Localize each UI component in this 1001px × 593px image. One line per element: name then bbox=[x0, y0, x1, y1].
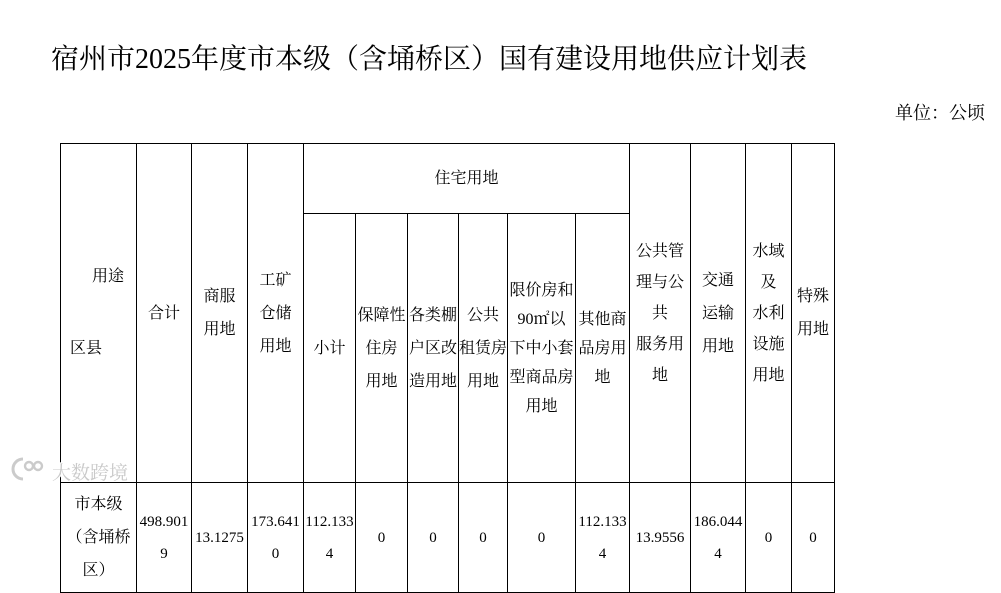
cell-special bbox=[792, 483, 835, 593]
cell-shantytown-value: 0 bbox=[429, 529, 437, 546]
page-title: 宿州市2025年度市本级（含埇桥区）国有建设用地供应计划表 bbox=[51, 44, 808, 75]
cell-transport-value: 186.0444 bbox=[693, 513, 743, 562]
header-shantytown: 各类棚 户区改 造用地 bbox=[408, 214, 459, 483]
cell-residential-subtotal bbox=[304, 483, 356, 593]
cell-total-value: 498.9019 bbox=[139, 513, 189, 562]
watermark-text: 大数跨境 bbox=[52, 461, 129, 484]
cell-special-value: 0 bbox=[809, 529, 817, 546]
cell-other-commercial-housing bbox=[576, 483, 630, 593]
cell-shantytown bbox=[408, 483, 459, 593]
header-corner-box bbox=[61, 210, 136, 416]
cell-price-limited-value: 0 bbox=[537, 529, 546, 546]
cell-public-rental bbox=[459, 483, 508, 593]
cell-commercial-value: 13.1275 bbox=[195, 529, 244, 546]
cell-water bbox=[746, 483, 792, 593]
header-total: 合计 bbox=[137, 144, 192, 483]
cell-industrial-value: 173.6410 bbox=[251, 513, 300, 562]
cell-affordable-housing-value: 0 bbox=[377, 529, 386, 546]
header-industrial: 工矿 仓储 用地 bbox=[248, 144, 304, 483]
cell-public-service-value: 13.9556 bbox=[635, 529, 685, 546]
cell-public-rental-value: 0 bbox=[479, 529, 487, 546]
unit-label: 单位：公顷 bbox=[895, 103, 985, 123]
land-supply-plan-table bbox=[60, 143, 835, 593]
header-transport: 交通 运输 用地 bbox=[691, 144, 746, 483]
cell-public-service bbox=[630, 483, 691, 593]
header-corner-use: 用途 bbox=[92, 268, 125, 285]
header-row-1 bbox=[61, 144, 835, 214]
header-corner-district: 区县 bbox=[70, 340, 103, 357]
cell-other-commercial-housing-value: 112.1334 bbox=[578, 513, 627, 562]
cell-district: 市本级 （含埇桥 区） bbox=[61, 483, 137, 593]
cell-industrial bbox=[248, 483, 304, 593]
header-price-limited: 限价房和 90㎡以 下中小套 型商品房 用地 bbox=[508, 214, 576, 483]
header-affordable-housing: 保障性 住房 用地 bbox=[356, 214, 408, 483]
header-corner bbox=[61, 144, 137, 483]
header-residential-subtotal: 小计 bbox=[304, 214, 356, 483]
cell-price-limited bbox=[508, 483, 576, 593]
cell-total bbox=[137, 483, 192, 593]
watermark bbox=[8, 456, 128, 486]
cell-residential-subtotal-value: 112.1334 bbox=[305, 513, 354, 562]
cell-water-value: 0 bbox=[764, 529, 773, 546]
cell-commercial bbox=[192, 483, 248, 593]
header-residential: 住宅用地 bbox=[304, 144, 630, 214]
table-row bbox=[61, 483, 835, 593]
header-water: 水域 及 水利 设施 用地 bbox=[746, 144, 792, 483]
header-other-commercial-housing: 其他商 品房用 地 bbox=[576, 214, 630, 483]
cell-transport bbox=[691, 483, 746, 593]
cell-affordable-housing bbox=[356, 483, 408, 593]
header-public-rental: 公共 租赁房 用地 bbox=[459, 214, 508, 483]
watermark-logo-icon bbox=[8, 455, 46, 488]
header-special: 特殊 用地 bbox=[792, 144, 835, 483]
header-commercial: 商服 用地 bbox=[192, 144, 248, 483]
header-public-service: 公共管 理与公 共 服务用 地 bbox=[630, 144, 691, 483]
